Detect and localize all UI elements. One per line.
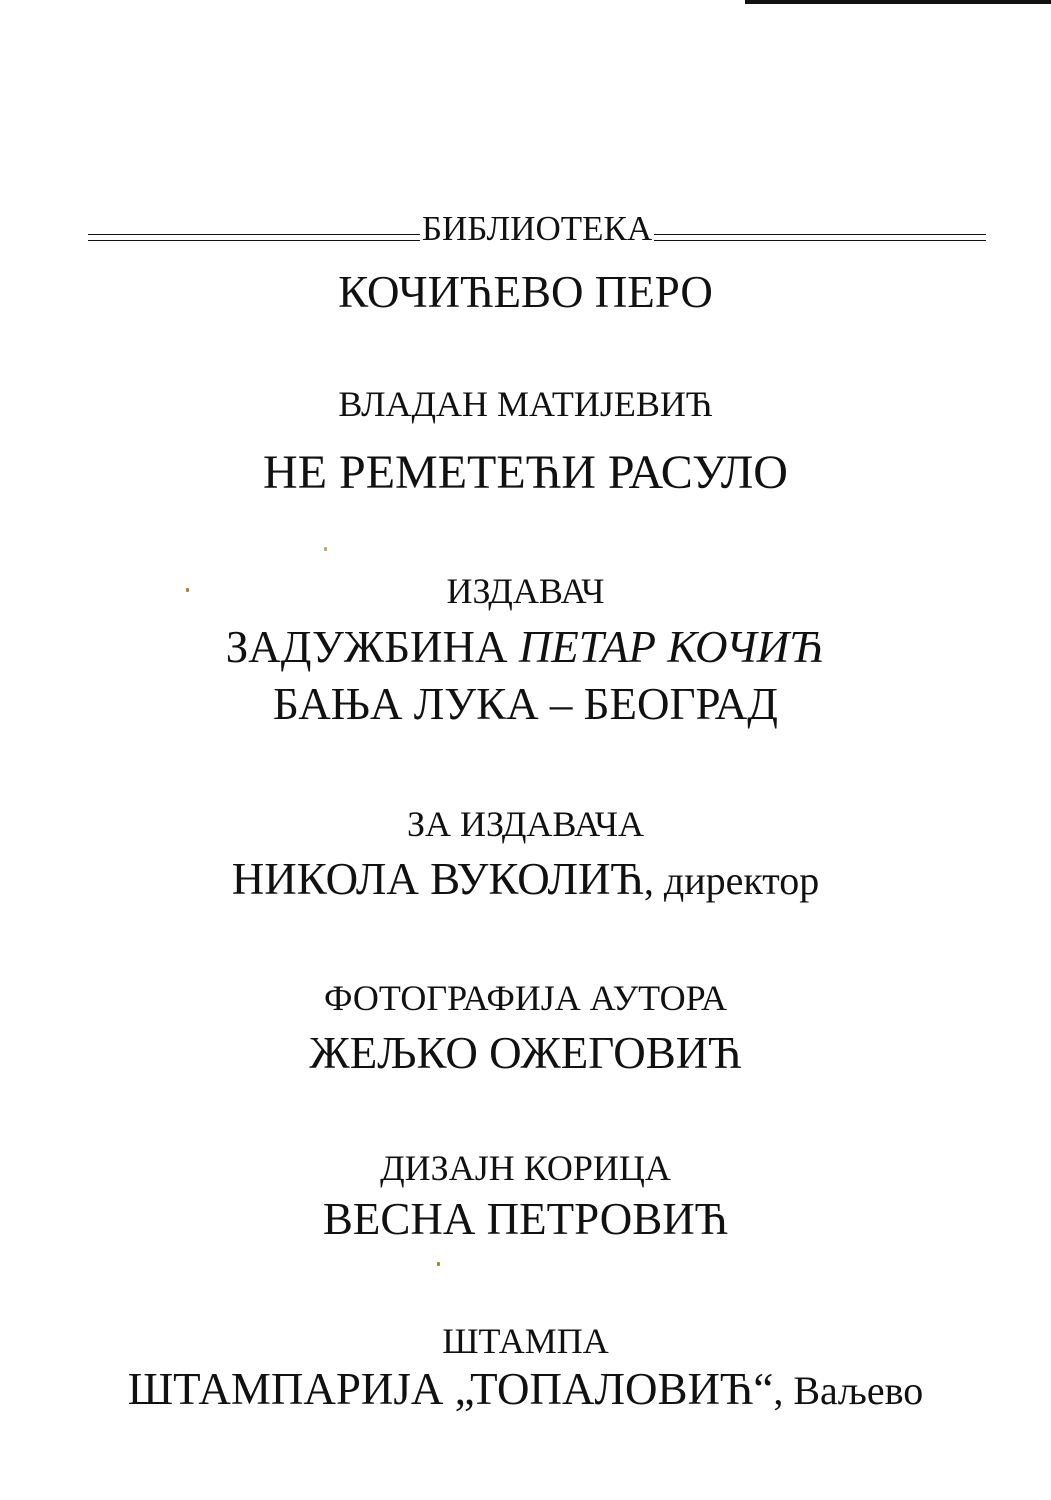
for-publisher-role: , директор [643,858,820,903]
right-double-rule [654,234,986,241]
print-name: ШТАМПАРИЈА „ТОПАЛОВИЋ“ [127,1364,774,1414]
print-line [0,1364,1051,1414]
for-publisher-line [0,854,1051,904]
left-double-rule [88,234,420,241]
publisher-name-prefix: ЗАДУЖБИНА [225,622,519,672]
photo-heading: ФОТОГРАФИЈА АУТОРА [323,978,728,1018]
publisher-heading: ИЗДАВАЧ [446,571,605,611]
photo-name: ЖЕЉКО ОЖЕГОВИЋ [309,1028,742,1078]
scan-edge-mark [745,0,1051,4]
cover-heading: ДИЗАЈН КОРИЦА [380,1148,671,1188]
series-label: БИБЛИОТЕКА [421,208,653,248]
publisher-name-italic: ПЕТАР КОЧИЋ [518,622,826,672]
print-heading: ШТАМПА [442,1321,609,1361]
publisher-city: БАЊА ЛУКА – БЕОГРАД [273,679,778,729]
series-name: КОЧИЋЕВО ПЕРО [338,267,713,317]
for-publisher-name: НИКОЛА ВУКОЛИЋ [231,854,644,904]
author-name: ВЛАДАН МАТИЈЕВИЋ [338,384,713,424]
ink-speck [324,547,327,551]
ink-speck [437,1262,440,1266]
ink-speck [186,588,189,592]
publisher-name [0,622,1051,672]
for-publisher-heading: ЗА ИЗДАВАЧА [406,804,645,844]
print-city: , Ваљево [773,1368,924,1413]
book-title: НЕ РЕМЕТЕЋИ РАСУЛО [263,446,788,499]
cover-name: ВЕСНА ПЕТРОВИЋ [322,1194,729,1244]
series-header [88,208,986,248]
